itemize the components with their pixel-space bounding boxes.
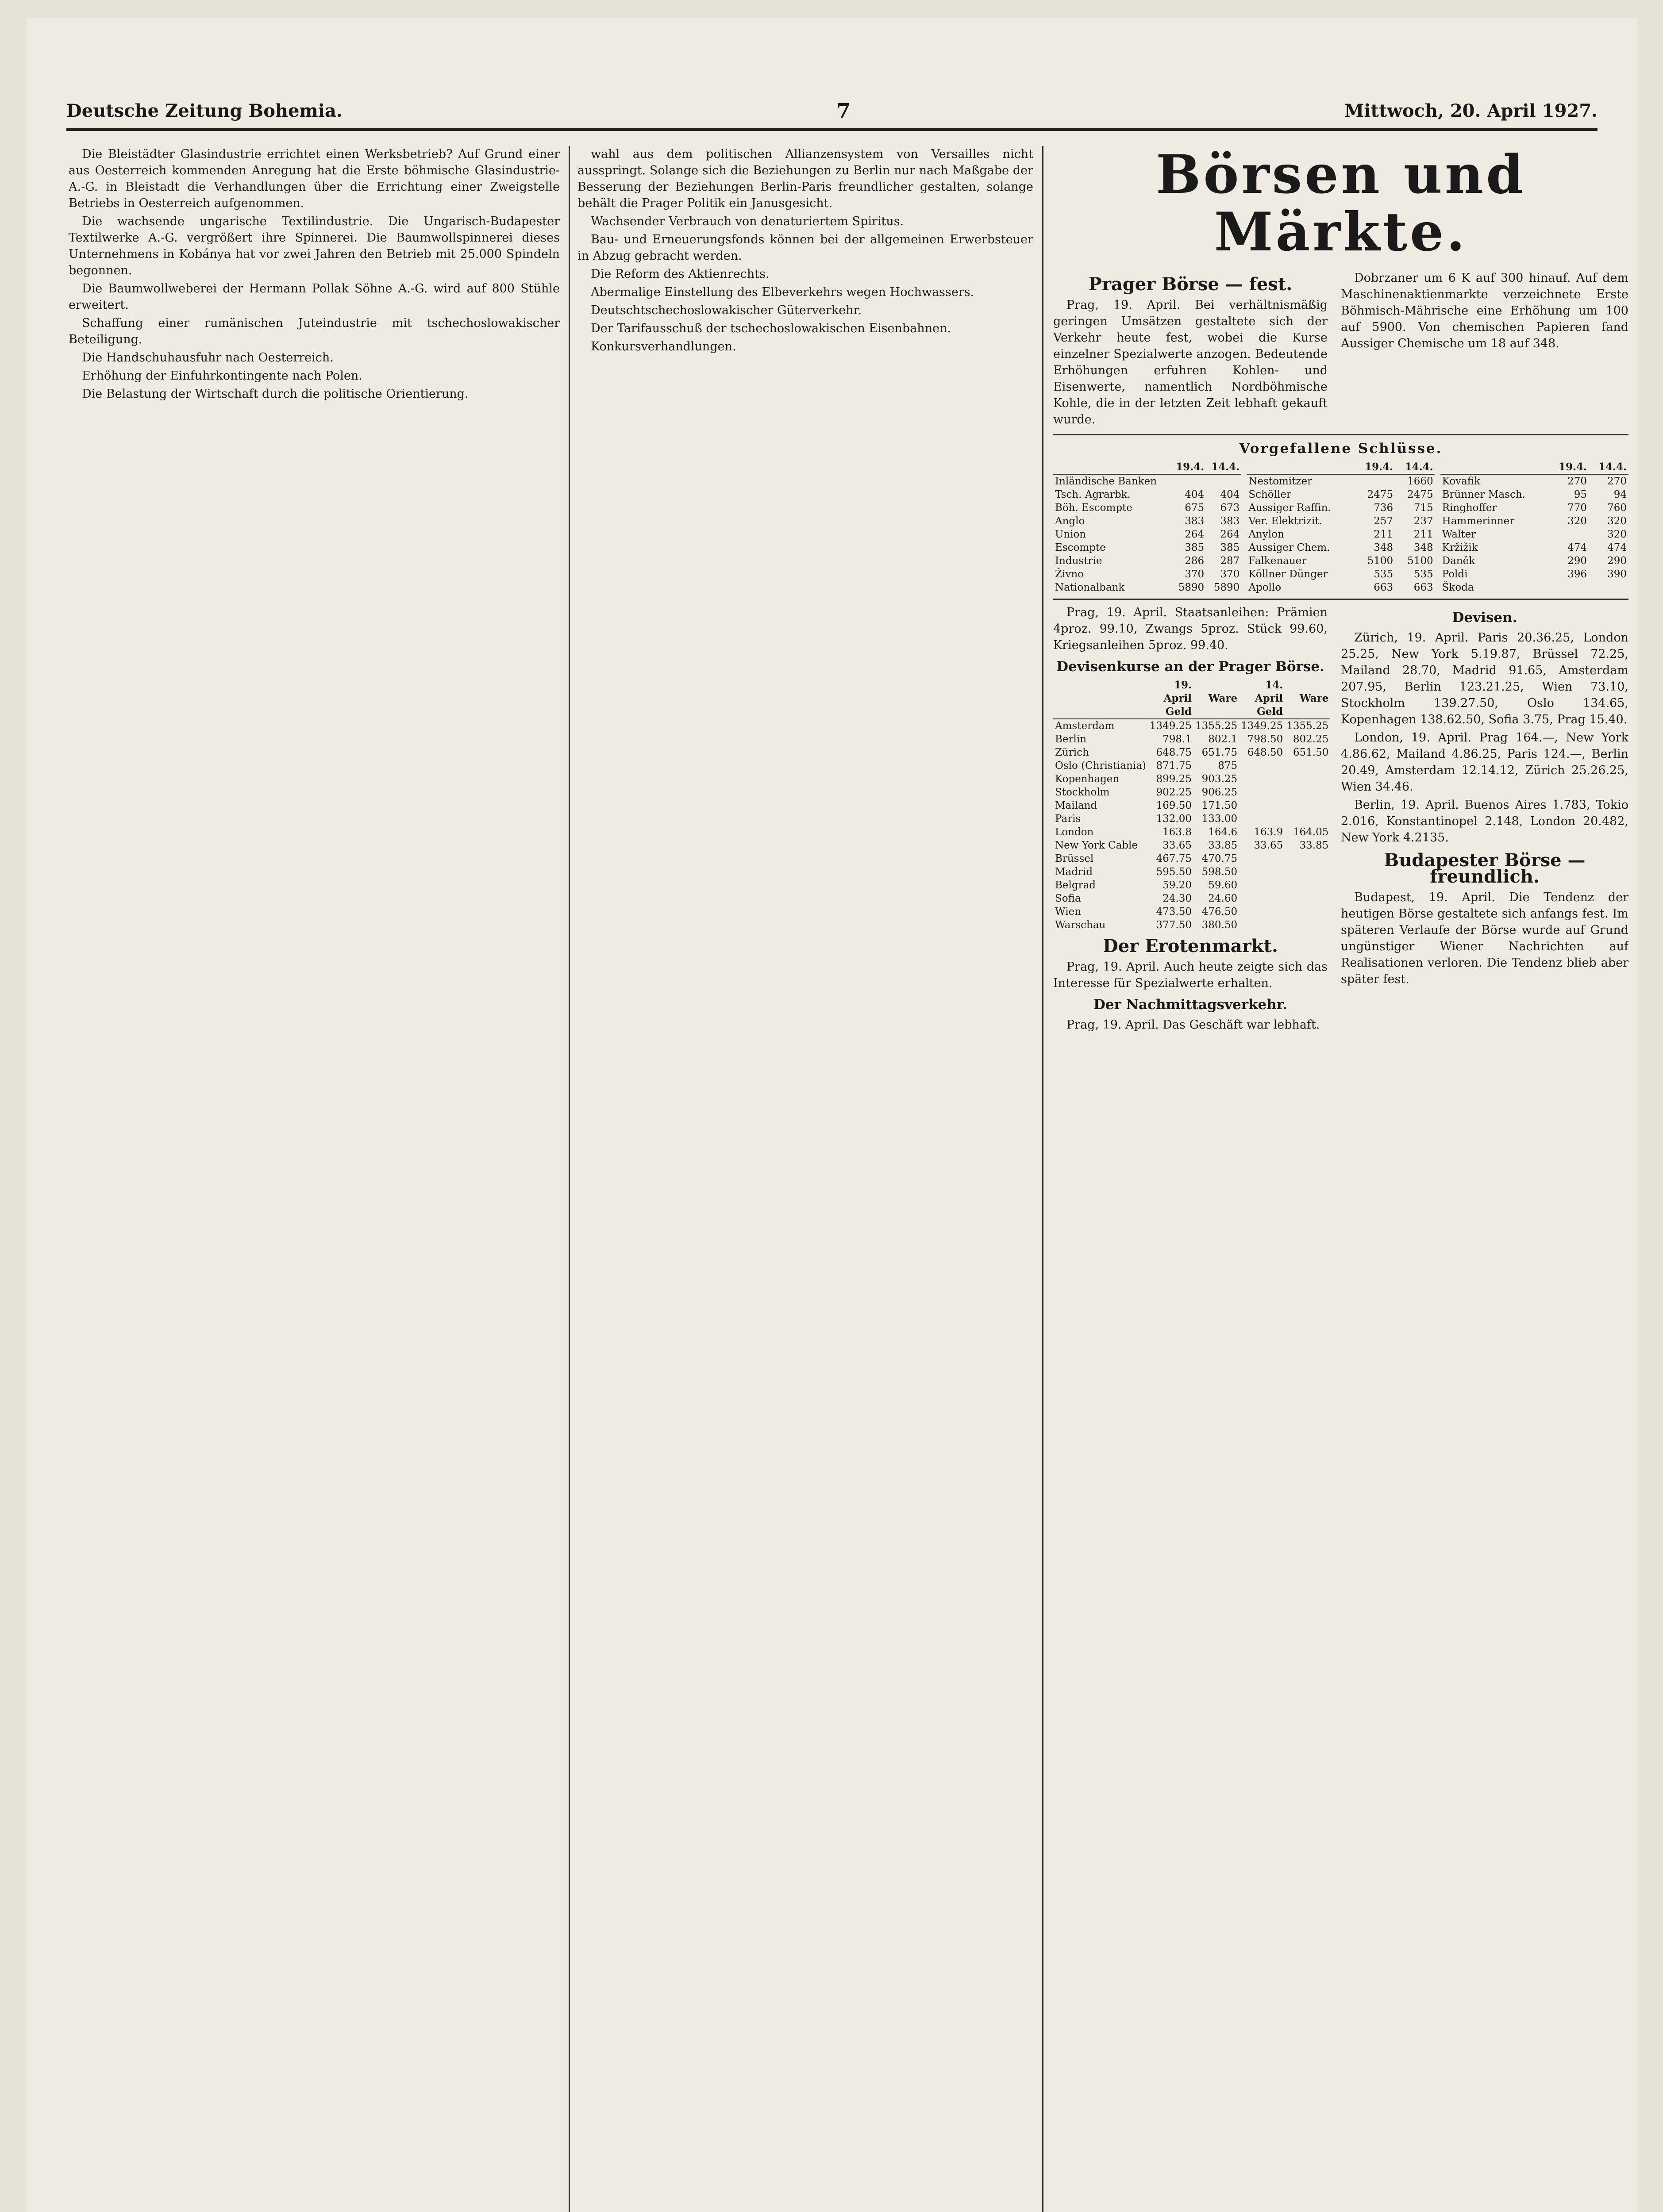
table-cell bbox=[1239, 865, 1285, 879]
table-cell bbox=[1239, 812, 1285, 826]
table-row bbox=[1247, 528, 1435, 541]
table-cell bbox=[1206, 474, 1241, 488]
table-cell: 476.50 bbox=[1201, 906, 1238, 918]
article-paragraph: Deutschtschechoslowakischer Güterverkehr. bbox=[591, 303, 862, 317]
table-cell: 875 bbox=[1218, 760, 1238, 772]
table-row bbox=[1053, 568, 1241, 581]
table-cell: 5100 bbox=[1407, 555, 1433, 567]
article-paragraph: Abermalige Einstellung des Elbeverkehrs wegen Hochwassers. bbox=[591, 285, 974, 299]
table-cell: Falkenauer bbox=[1248, 555, 1307, 567]
table-cell: 270 bbox=[1567, 476, 1587, 487]
schluesse-table-3: 19.4. 14.4. Kovafik 270 270 Brünner Masch. 95 94 Ringhoffer 770 760 Hammerinner 320 320 Walter 320 Kržižik 474 474 Daněk 290 290 Poldi 396 390 Škoda bbox=[1440, 461, 1628, 594]
table-cell: 5100 bbox=[1367, 555, 1394, 567]
table-cell: 348 bbox=[1374, 542, 1394, 553]
table-cell bbox=[1285, 892, 1330, 905]
paper-name: Deutsche Zeitung Bohemia. bbox=[66, 100, 343, 121]
table-cell: Hammerinner bbox=[1442, 515, 1515, 527]
table-cell: Inländische Banken bbox=[1055, 476, 1157, 487]
table-cell: 798.50 bbox=[1247, 733, 1283, 745]
schluesse-heading: Vorgefallene Schlüsse. bbox=[1239, 441, 1443, 457]
table-cell: 94 bbox=[1613, 489, 1627, 500]
table-cell: Poldi bbox=[1442, 568, 1468, 580]
table-cell bbox=[1239, 892, 1285, 905]
column-rule-2 bbox=[1042, 146, 1043, 2212]
table-cell: 902.25 bbox=[1156, 787, 1192, 798]
table-cell: 370 bbox=[1220, 568, 1240, 580]
table-row bbox=[1053, 918, 1330, 932]
table-cell: 385 bbox=[1220, 542, 1240, 553]
table-cell: 169.50 bbox=[1156, 800, 1192, 811]
table-row bbox=[1053, 528, 1241, 541]
table-cell bbox=[1239, 852, 1285, 865]
article-paragraph: wahl aus dem politischen Allianzensystem von Versailles nicht ausspringt. Solange sich die Beziehungen zu Berlin nur nach Maßgabe der Besserung der Beziehungen Berlin-Paris freundlicher gestalten, solange behält die Prager Politik ein Janusgesicht. bbox=[577, 147, 1033, 210]
table-cell: Berlin bbox=[1055, 733, 1087, 745]
table-cell: 467.75 bbox=[1156, 853, 1192, 864]
table-cell bbox=[1285, 865, 1330, 879]
table-row bbox=[1053, 733, 1330, 746]
table-cell: 473.50 bbox=[1156, 906, 1192, 918]
table-row bbox=[1053, 905, 1330, 918]
table-cell: Walter bbox=[1442, 529, 1476, 540]
table-row bbox=[1247, 488, 1435, 501]
budapest-heading: Budapester Börse — freundlich. bbox=[1384, 850, 1586, 887]
table-cell bbox=[1285, 852, 1330, 865]
table-cell: 270 bbox=[1607, 476, 1627, 487]
table-cell: 736 bbox=[1374, 502, 1394, 514]
table-cell bbox=[1549, 528, 1589, 541]
table-cell: Sofia bbox=[1055, 893, 1081, 904]
table-cell: Kovafik bbox=[1442, 476, 1481, 487]
table-row bbox=[1440, 581, 1628, 594]
table-cell: 535 bbox=[1374, 568, 1394, 580]
table-row bbox=[1247, 581, 1435, 594]
article-paragraph: Die Handschuhausfuhr nach Oesterreich. bbox=[82, 351, 334, 365]
table-row bbox=[1053, 772, 1330, 786]
table-cell: 535 bbox=[1413, 568, 1433, 580]
table-cell bbox=[1170, 474, 1206, 488]
table-cell: 211 bbox=[1413, 529, 1433, 540]
table-cell: 211 bbox=[1374, 529, 1394, 540]
table-row bbox=[1247, 554, 1435, 568]
table-cell: Madrid bbox=[1055, 866, 1093, 878]
table-cell: Kopenhagen bbox=[1055, 773, 1120, 785]
table-cell: Škoda bbox=[1442, 582, 1474, 593]
table-row bbox=[1247, 515, 1435, 528]
page-header bbox=[66, 93, 1598, 131]
devisen-text: Zürich, 19. April. Paris 20.36.25, London 25.25, New York 5.19.87, Brüssel 72.25, Mailand 28.70, Madrid 91.65, Amsterdam 207.95, Berlin 123.21.25, Wien 73.10, Stockholm 139.27.50, Oslo 134.65, Kopenhagen 138.62.50, Sofia 3.75, Prag 15.40. bbox=[1341, 631, 1628, 726]
table-cell: Brünner Masch. bbox=[1442, 489, 1525, 500]
table-cell: 390 bbox=[1607, 568, 1627, 580]
table-cell: 663 bbox=[1374, 582, 1394, 593]
table-cell bbox=[1285, 759, 1330, 772]
table-cell: 1660 bbox=[1407, 476, 1433, 487]
table-cell: 770 bbox=[1567, 502, 1587, 514]
table-cell: 385 bbox=[1185, 542, 1205, 553]
table-cell: 287 bbox=[1220, 555, 1240, 567]
table-cell: 164.6 bbox=[1208, 826, 1238, 838]
table-cell bbox=[1239, 772, 1285, 786]
table-row bbox=[1053, 786, 1330, 799]
prag-heading: Prager Börse — fest. bbox=[1088, 274, 1293, 295]
table-row bbox=[1053, 799, 1330, 812]
table-cell: 290 bbox=[1567, 555, 1587, 567]
article-paragraph: Konkursverhandlungen. bbox=[591, 340, 736, 353]
table-cell: 237 bbox=[1413, 515, 1433, 527]
table-cell: 348 bbox=[1413, 542, 1433, 553]
column-rule-1 bbox=[569, 146, 570, 2212]
table-cell: 171.50 bbox=[1201, 800, 1238, 811]
devisen-text-3: Berlin, 19. April. Buenos Aires 1.783, Tokio 2.016, Konstantinopel 2.148, London 20.482, New York 4.2135. bbox=[1341, 798, 1628, 845]
table-row bbox=[1053, 541, 1241, 554]
table-cell: 802.25 bbox=[1293, 733, 1329, 745]
table-cell: 648.75 bbox=[1156, 747, 1192, 758]
table-cell: 59.20 bbox=[1163, 879, 1192, 891]
article-paragraph: Die Reform des Aktienrechts. bbox=[591, 267, 770, 281]
table-cell bbox=[1285, 786, 1330, 799]
table-cell: Amsterdam bbox=[1055, 720, 1115, 732]
table-cell: 1355.25 bbox=[1286, 720, 1329, 732]
article-paragraph: Der Tarifausschuß der tschechoslowakischen Eisenbahnen. bbox=[591, 322, 951, 335]
budapest-text: Budapest, 19. April. Die Tendenz der heutigen Börse gestaltete sich anfangs fest. Im späteren Verlaufe der Börse wurde auf Grund ungünstiger Wiener Nachrichten auf Realisationen verloren. Die Tendenz blieb aber später fest. bbox=[1341, 891, 1628, 986]
table-cell: Escompte bbox=[1055, 542, 1106, 553]
table-cell: 33.65 bbox=[1163, 840, 1192, 851]
devisen-prag-table: 19. April Geld Ware 14. April Geld Ware Amsterdam 1349.25 1355.25 1349.25 1355.25 Berlin 798.1 802.1 798.50 802.25 Zürich 648.75 651.75 648.50 651.50 Oslo (Christiania) 871.75 875 Kopenhagen 899.25 903.25 Stockholm 902.25 906.25 Mailand 169.50 171.50 Paris 132.00 133.00 London 163.8 164.6 163.9 164.05 New York Cable 33.65 33.85 33.65 33.85 Brüssel 467.75 470.75 Madrid 595.50 598.50 Belgrad 59.20 59.60 Sofia 24.30 24.60 Wien 473.50 476.50 Warschau 377.50 380.50 bbox=[1053, 679, 1330, 932]
table-cell: 377.50 bbox=[1156, 919, 1192, 931]
table-cell: 474 bbox=[1607, 542, 1627, 553]
table-row bbox=[1053, 581, 1241, 594]
right-report: Dobrzaner um 6 K auf 300 hinauf. Auf dem Maschinenaktienmarkte verzeichnete Erste Böhmisch-Mährische eine Erhöhung um 100 auf 5900. Von chemischen Papieren fand Aussiger Chemische um 18 auf 348. bbox=[1341, 271, 1628, 350]
table-row bbox=[1440, 474, 1628, 488]
table-cell: Zürich bbox=[1055, 747, 1089, 758]
article-paragraph: Die Baumwollweberei der Hermann Pollak Söhne A.-G. wird auf 800 Stühle erweitert. bbox=[69, 282, 560, 312]
column-1 bbox=[69, 146, 560, 2212]
table-cell: Köllner Dünger bbox=[1248, 568, 1328, 580]
devisen-heading: Devisen. bbox=[1452, 610, 1517, 626]
table-cell: 24.30 bbox=[1163, 893, 1192, 904]
table-row bbox=[1440, 515, 1628, 528]
column-2 bbox=[577, 146, 1033, 2212]
table-cell: 257 bbox=[1374, 515, 1394, 527]
table-cell: Wien bbox=[1055, 906, 1082, 918]
table-cell: 286 bbox=[1185, 555, 1205, 567]
prag-report: Prag, 19. April. Bei verhältnismäßig geringen Umsätzen gestaltete sich der Verkehr heute fest, wobei die Kurse einzelner Spezialwerte anzogen. Bedeutende Erhöhungen erfuhren Kohlen- und Eisenwerte, namentlich Nordböhmische Kohle, die in der letzten Zeit lebhaft gekauft wurde. bbox=[1053, 298, 1328, 426]
table-cell: 1349.25 bbox=[1149, 720, 1192, 732]
table-cell bbox=[1239, 759, 1285, 772]
prag-kurse-text: Prag, 19. April. Staatsanleihen: Prämien 4proz. 99.10, Zwangs 5proz. Stück 99.60, Kriegsanleihen 5proz. 99.40. bbox=[1053, 606, 1328, 652]
table-row bbox=[1053, 515, 1241, 528]
table-cell: 33.85 bbox=[1299, 840, 1329, 851]
table-cell: Mailand bbox=[1055, 800, 1097, 811]
table-cell: Aussiger Chem. bbox=[1248, 542, 1330, 553]
table-cell: Aussiger Raffin. bbox=[1248, 502, 1331, 514]
table-cell: 59.60 bbox=[1208, 879, 1238, 891]
table-cell: 906.25 bbox=[1201, 787, 1238, 798]
table-cell: Živno bbox=[1055, 568, 1084, 580]
table-cell: London bbox=[1055, 826, 1094, 838]
table-cell: 404 bbox=[1220, 489, 1240, 500]
table-cell: Paris bbox=[1055, 813, 1081, 825]
table-row bbox=[1053, 719, 1330, 733]
table-cell: Industrie bbox=[1055, 555, 1102, 567]
article-paragraph: Wachsender Verbrauch von denaturiertem Spiritus. bbox=[591, 215, 904, 228]
table-cell: 760 bbox=[1607, 502, 1627, 514]
table-row bbox=[1247, 501, 1435, 515]
table-cell: 651.75 bbox=[1201, 747, 1238, 758]
table-row bbox=[1053, 488, 1241, 501]
table-cell bbox=[1239, 918, 1285, 932]
newspaper-page bbox=[27, 18, 1637, 2212]
table-cell: 899.25 bbox=[1156, 773, 1192, 785]
table-cell: Stockholm bbox=[1055, 787, 1110, 798]
table-row bbox=[1053, 852, 1330, 865]
table-row bbox=[1440, 541, 1628, 554]
schluesse-table-2: 19.4. 14.4. Nestomitzer 1660 Schöller 2475 2475 Aussiger Raffin. 736 715 Ver. Elektrizit. 257 237 Anylon 211 211 Aussiger Chem. 348 348 Falkenauer 5100 5100 Köllner Dünger 535 535 Apollo 663 663 bbox=[1247, 461, 1435, 594]
table-cell: 798.1 bbox=[1163, 733, 1192, 745]
table-row bbox=[1053, 474, 1241, 488]
table-cell: 5890 bbox=[1213, 582, 1240, 593]
table-cell: 871.75 bbox=[1156, 760, 1192, 772]
table-cell: 264 bbox=[1220, 529, 1240, 540]
table-cell: New York Cable bbox=[1055, 840, 1138, 851]
table-row bbox=[1053, 746, 1330, 759]
table-cell: 320 bbox=[1607, 529, 1627, 540]
table-cell: 648.50 bbox=[1247, 747, 1283, 758]
table-cell: 598.50 bbox=[1201, 866, 1238, 878]
table-cell bbox=[1355, 474, 1395, 488]
table-cell: 474 bbox=[1567, 542, 1587, 553]
table-cell: 2475 bbox=[1367, 489, 1394, 500]
table-cell: Union bbox=[1055, 529, 1086, 540]
table-cell bbox=[1285, 812, 1330, 826]
table-cell: Kržižik bbox=[1442, 542, 1478, 553]
table-cell bbox=[1285, 918, 1330, 932]
erotenmarkt-heading: Der Erotenmarkt. bbox=[1103, 936, 1278, 956]
table-cell: Brüssel bbox=[1055, 853, 1094, 864]
table-cell: 404 bbox=[1185, 489, 1205, 500]
table-cell: 651.50 bbox=[1293, 747, 1329, 758]
table-cell: 380.50 bbox=[1201, 919, 1238, 931]
article-paragraph: Die Bleistädter Glasindustrie errichtet einen Werksbetrieb? Auf Grund einer aus Oesterreich kommenden Anregung hat die Erste böhmische Glasindustrie-A.-G. in Bleistadt die Verhandlungen über die Errichtung einer Zweigstelle Betriebs in Oesterreich aufgenommen. bbox=[69, 147, 560, 210]
table-row bbox=[1440, 488, 1628, 501]
table-cell: 1349.25 bbox=[1241, 720, 1283, 732]
table-cell: 673 bbox=[1220, 502, 1240, 514]
article-paragraph: Erhöhung der Einfuhrkontingente nach Polen. bbox=[82, 369, 362, 383]
table-row bbox=[1053, 812, 1330, 826]
table-row bbox=[1053, 759, 1330, 772]
table-row bbox=[1247, 541, 1435, 554]
table-row bbox=[1053, 501, 1241, 515]
devisen-text-2: London, 19. April. Prag 164.—, New York 4.86.62, Mailand 4.86.25, Paris 124.—, Berlin 20.49, Amsterdam 12.14.12, Zürich 25.26.25, Wien 34.46. bbox=[1341, 731, 1628, 794]
table-cell: Böh. Escompte bbox=[1055, 502, 1132, 514]
devisen-prag-heading: Devisenkurse an der Prager Börse. bbox=[1056, 659, 1324, 675]
table-cell bbox=[1285, 905, 1330, 918]
table-cell: Daněk bbox=[1442, 555, 1475, 567]
erotenmarkt-text: Prag, 19. April. Auch heute zeigte sich das Interesse für Spezialwerte erhalten. bbox=[1053, 960, 1328, 990]
table-cell: 264 bbox=[1185, 529, 1205, 540]
table-cell: 320 bbox=[1567, 515, 1587, 527]
table-cell: Oslo (Christiania) bbox=[1055, 760, 1146, 772]
table-cell: Ringhoffer bbox=[1442, 502, 1497, 514]
table-row bbox=[1053, 826, 1330, 839]
table-cell: 675 bbox=[1185, 502, 1205, 514]
table-row bbox=[1053, 865, 1330, 879]
table-cell: 396 bbox=[1567, 568, 1587, 580]
table-cell bbox=[1285, 799, 1330, 812]
article-paragraph: Die wachsende ungarische Textilindustrie. Die Ungarisch-Budapester Textilwerke A.-G. vergrößert ihre Spinnerei. Die Baumwollspinnerei dieses Unternehmens in Kobánya hat vor zwei Jahren den Betrieb mit 25.000 Spindeln begonnen. bbox=[69, 215, 560, 277]
table-cell: 903.25 bbox=[1201, 773, 1238, 785]
table-row bbox=[1053, 879, 1330, 892]
table-cell: 95 bbox=[1574, 489, 1587, 500]
table-cell bbox=[1285, 772, 1330, 786]
table-row bbox=[1247, 474, 1435, 488]
table-row bbox=[1440, 501, 1628, 515]
schluesse-table-1: 19.4. 14.4. Inländische Banken Tsch. Agrarbk. 404 404 Böh. Escompte 675 673 Anglo 383 383 Union 264 264 Escompte 385 385 Industrie 286 287 Živno 370 370 Nationalbank 5890 5890 bbox=[1053, 461, 1241, 594]
page-number: 7 bbox=[836, 99, 851, 123]
table-cell bbox=[1549, 581, 1589, 594]
table-cell: 132.00 bbox=[1156, 813, 1192, 825]
table-cell: Nationalbank bbox=[1055, 582, 1125, 593]
column-3-markets bbox=[1053, 146, 1628, 2212]
article-paragraph: Die Belastung der Wirtschaft durch die politische Orientierung. bbox=[82, 387, 469, 401]
table-cell bbox=[1239, 786, 1285, 799]
table-row bbox=[1440, 568, 1628, 581]
nachmittag-text: Prag, 19. April. Das Geschäft war lebhaft. bbox=[1066, 1018, 1320, 1032]
table-cell: 663 bbox=[1413, 582, 1433, 593]
table-cell: Anylon bbox=[1248, 529, 1284, 540]
nachmittag-heading: Der Nachmittagsverkehr. bbox=[1093, 997, 1288, 1013]
table-row bbox=[1440, 528, 1628, 541]
table-cell: Apollo bbox=[1248, 582, 1282, 593]
table-cell: Warschau bbox=[1055, 919, 1106, 931]
table-cell: 133.00 bbox=[1201, 813, 1238, 825]
table-cell: 290 bbox=[1607, 555, 1627, 567]
table-cell: 163.8 bbox=[1163, 826, 1192, 838]
table-row bbox=[1053, 892, 1330, 905]
table-cell: 470.75 bbox=[1201, 853, 1238, 864]
table-cell: Belgrad bbox=[1055, 879, 1096, 891]
table-cell bbox=[1589, 581, 1628, 594]
table-cell: 33.65 bbox=[1254, 840, 1283, 851]
table-cell: 715 bbox=[1413, 502, 1433, 514]
table-cell: 383 bbox=[1185, 515, 1205, 527]
table-cell bbox=[1285, 879, 1330, 892]
table-cell: Anglo bbox=[1055, 515, 1085, 527]
table-cell: 595.50 bbox=[1156, 866, 1192, 878]
table-cell: Ver. Elektrizit. bbox=[1248, 515, 1322, 527]
table-cell bbox=[1239, 799, 1285, 812]
table-cell: 5890 bbox=[1178, 582, 1205, 593]
table-cell: 802.1 bbox=[1208, 733, 1238, 745]
table-cell: Tsch. Agrarbk. bbox=[1055, 489, 1131, 500]
table-cell bbox=[1239, 905, 1285, 918]
table-cell: 163.9 bbox=[1254, 826, 1283, 838]
table-cell: 320 bbox=[1607, 515, 1627, 527]
table-cell: 2475 bbox=[1407, 489, 1433, 500]
table-cell: 383 bbox=[1220, 515, 1240, 527]
article-paragraph: Schaffung einer rumänischen Juteindustrie mit tschechoslowakischer Beteiligung. bbox=[69, 316, 560, 346]
section-masthead: Börsen und Märkte. bbox=[1155, 146, 1526, 263]
table-cell: Nestomitzer bbox=[1248, 476, 1313, 487]
table-cell: Schöller bbox=[1248, 489, 1291, 500]
issue-date: Mittwoch, 20. April 1927. bbox=[1344, 100, 1598, 121]
table-row bbox=[1247, 568, 1435, 581]
table-row bbox=[1440, 554, 1628, 568]
table-row bbox=[1053, 839, 1330, 852]
table-cell: 164.05 bbox=[1293, 826, 1329, 838]
article-paragraph: Bau- und Erneuerungsfonds können bei der allgemeinen Erwerbsteuer in Abzug gebracht werden. bbox=[577, 233, 1033, 263]
table-cell: 24.60 bbox=[1208, 893, 1238, 904]
table-row bbox=[1053, 554, 1241, 568]
table-cell: 1355.25 bbox=[1195, 720, 1238, 732]
table-cell: 33.85 bbox=[1208, 840, 1238, 851]
table-cell: 370 bbox=[1185, 568, 1205, 580]
table-cell bbox=[1239, 879, 1285, 892]
